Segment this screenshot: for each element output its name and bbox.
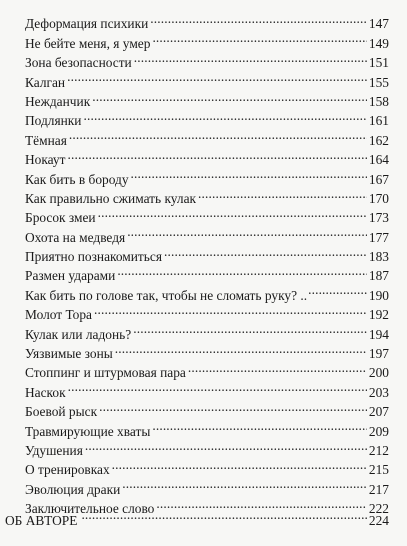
- toc-leader-dots: [112, 455, 367, 474]
- toc-leader-dots: [115, 339, 367, 358]
- toc-entry-page: 217: [368, 481, 389, 497]
- toc-entry-page: 162: [368, 132, 389, 148]
- toc-entry-title: Уязвимые зоны: [25, 346, 113, 362]
- toc-leader-dots: [133, 319, 367, 338]
- toc-leader-dots: [127, 222, 367, 241]
- toc-entry: [25, 87, 389, 109]
- toc-leader-dots: [188, 358, 367, 377]
- toc-entry-title: Калган: [25, 74, 66, 90]
- toc-entry-page: 187: [368, 268, 389, 284]
- toc-entry-title: Боевой рыск: [25, 404, 98, 420]
- toc-leader-dots: [94, 300, 367, 319]
- toc-entry-page: 192: [368, 307, 389, 323]
- toc-entry-title: Стоппинг и штурмовая пара: [25, 365, 186, 381]
- toc-entry-title: Молот Тора: [25, 307, 92, 323]
- toc-leader-dots: [81, 505, 366, 525]
- toc-entry-title: Травмирующие хваты: [25, 423, 151, 439]
- toc-entry: [25, 164, 389, 187]
- about-author-title: ОБ АВТОРЕ: [5, 513, 78, 528]
- toc-leader-dots: [83, 106, 366, 125]
- toc-entry-title: Бросок змеи: [25, 210, 96, 226]
- about-author-entry: [5, 505, 389, 528]
- toc-entry-title: Заключительное слово: [25, 501, 155, 517]
- toc-entry-title: Нокаут: [25, 152, 66, 168]
- toc-leader-dots: [68, 377, 367, 396]
- toc-leader-dots: [85, 436, 367, 455]
- toc-leader-dots: [67, 145, 366, 164]
- toc-entry-page: 212: [368, 442, 389, 458]
- toc-entry-page: 197: [368, 346, 389, 362]
- toc-entry-title: Удушения: [25, 442, 83, 458]
- toc-entry-page: 209: [368, 423, 389, 439]
- toc-entry: [25, 397, 389, 420]
- toc-leader-dots: [98, 203, 367, 222]
- toc-entry-title: Как правильно сжимать кулак: [25, 190, 197, 206]
- toc-entry-page: 200: [368, 365, 389, 381]
- toc-entry-page: 194: [368, 326, 389, 342]
- toc-entry-page: 170: [368, 190, 389, 206]
- toc-entry: [25, 145, 389, 168]
- toc-entry-title: О тренировках: [25, 462, 110, 478]
- toc-entry-title: Приятно познакомиться: [25, 249, 162, 265]
- toc-leader-dots: [134, 48, 367, 67]
- toc-leader-dots: [152, 28, 366, 47]
- toc-leader-dots: [67, 67, 367, 86]
- toc-leader-dots: [308, 280, 368, 299]
- toc-entry-title: Как бить по голове так, чтобы не сломать руку? ..: [25, 287, 308, 303]
- toc-entry-page: 173: [368, 210, 389, 226]
- toc-leader-dots: [69, 125, 367, 144]
- toc-entry-title: Деформация психики: [25, 16, 149, 32]
- toc-entry-page: 215: [368, 462, 389, 478]
- toc-entry-page: 177: [368, 229, 389, 245]
- toc-leader-dots: [117, 261, 367, 280]
- toc-entry-title: Кулак или ладонь?: [25, 326, 132, 342]
- toc-leader-dots: [92, 87, 367, 106]
- toc-entry: [25, 67, 389, 90]
- toc-entry-title: Охота на медведя: [25, 229, 126, 245]
- toc-entry-page: 183: [368, 249, 389, 265]
- toc-entry-page: 222: [368, 501, 389, 517]
- toc-leader-dots: [198, 184, 367, 203]
- toc-entry-title: Наскок: [25, 384, 66, 400]
- toc-leader-dots: [152, 416, 367, 435]
- toc-leader-dots: [131, 164, 367, 183]
- toc-entry-title: Зона безопасности: [25, 55, 132, 71]
- toc-entry-page: 190: [368, 287, 389, 303]
- toc-entry-page: 149: [368, 35, 389, 51]
- toc-entry-title: Тёмная: [25, 132, 67, 148]
- toc-entry: [25, 125, 389, 148]
- toc-entry-page: 147: [368, 16, 389, 32]
- toc-entry-page: 161: [368, 113, 389, 129]
- toc-entry-title: Размен ударами: [25, 268, 116, 284]
- toc-leader-dots: [150, 9, 367, 28]
- toc-entry-title: Подлянки: [25, 113, 82, 129]
- toc-entry-title: Не бейте меня, я умер: [25, 35, 151, 51]
- toc-entry-page: 203: [368, 384, 389, 400]
- toc-leader-dots: [99, 397, 367, 416]
- toc-entry-page: 155: [368, 74, 389, 90]
- toc-leader-dots: [164, 242, 367, 261]
- toc-entry-page: 167: [368, 171, 389, 187]
- toc-entry: [25, 377, 389, 400]
- toc-list: [25, 9, 389, 517]
- about-author-page: 224: [368, 513, 389, 528]
- toc-entry: [25, 9, 389, 32]
- toc-entry-title: Как бить в бороду: [25, 171, 129, 187]
- toc-leader-dots: [122, 474, 367, 493]
- toc-entry-page: 207: [368, 404, 389, 420]
- toc-entry-page: 158: [368, 93, 389, 109]
- toc-entry-page: 151: [368, 55, 389, 71]
- toc-entry-page: 164: [368, 152, 389, 168]
- toc-entry-title: Эволюция драки: [25, 481, 121, 497]
- toc-entry-title: Нежданчик: [25, 93, 91, 109]
